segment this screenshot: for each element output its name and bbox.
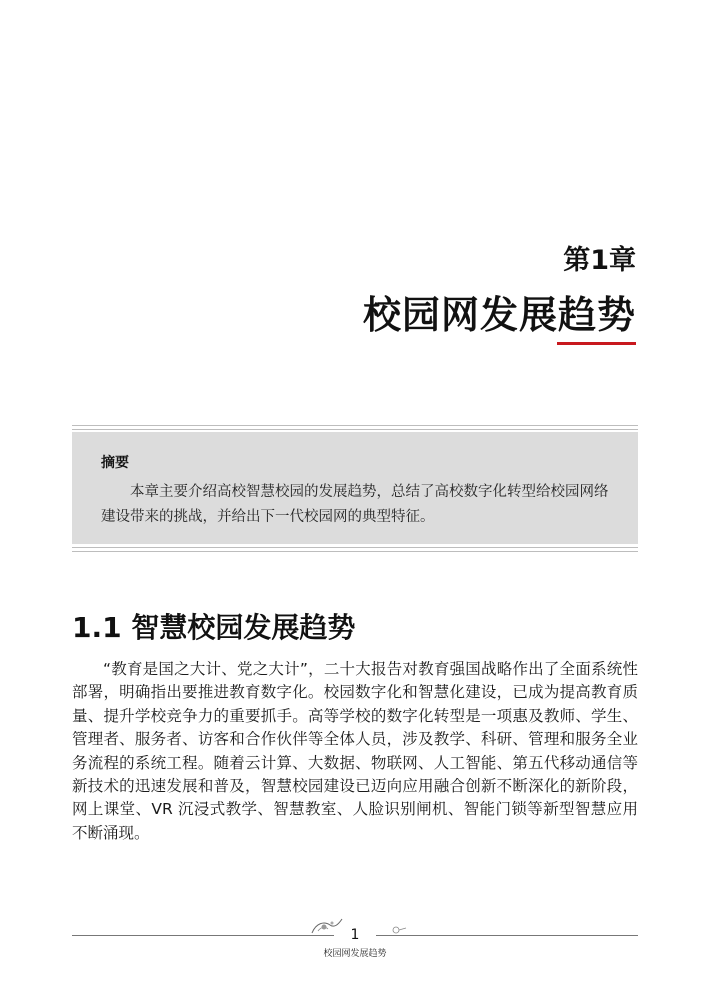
abstract-box [72,425,638,552]
section-heading: 1.1 智慧校园发展趋势 [72,611,356,644]
footer-line-left [72,935,334,936]
abstract-heading: 摘要 [101,455,129,471]
chapter-number: 第1章 [563,245,636,276]
title-underline [557,342,636,345]
abstract-rule-bottom [72,551,638,552]
footer-ornament-icon [308,915,348,937]
page-number: 1 [350,927,360,943]
abstract-rule-top [72,425,638,426]
abstract-text: 本章主要介绍高校智慧校园的发展趋势，总结了高校数字化转型给校园网络建设带来的挑战，并给出下一代校园网的典型特征。 [101,484,609,525]
section-paragraph: “教育是国之大计、党之大计”，二十大报告对教育强国战略作出了全面系统性部署，明确指出要推进教育数字化。校园数字化和智慧化建设，已成为提高教育质量、提升学校竞争力的重要抓手。高等学校的数字化转型是一项惠及教师、学生、管理者、服务者、访客和合作伙伴等全体人员，涉及教学、科研、管理和服务全业务流程的系统工程。随着云计算、大数据、物联网、人工智能、第五代移动通信等新技术的迅速发展和普及，智慧校园建设已迈向应用融合创新不断深化的新阶段，网上课堂、VR 沉浸式教学、智慧教室、人脸识别闸机、智能门锁等新型智慧应用不断涌现。 [72,660,638,842]
footer-line-right [376,935,638,936]
chapter-title: 校园网发展趋势 [362,293,636,337]
abstract-rule-bottom-inner [72,547,638,548]
footer-running-title: 校园网发展趋势 [323,949,387,959]
abstract-rule-top-inner [72,429,638,430]
